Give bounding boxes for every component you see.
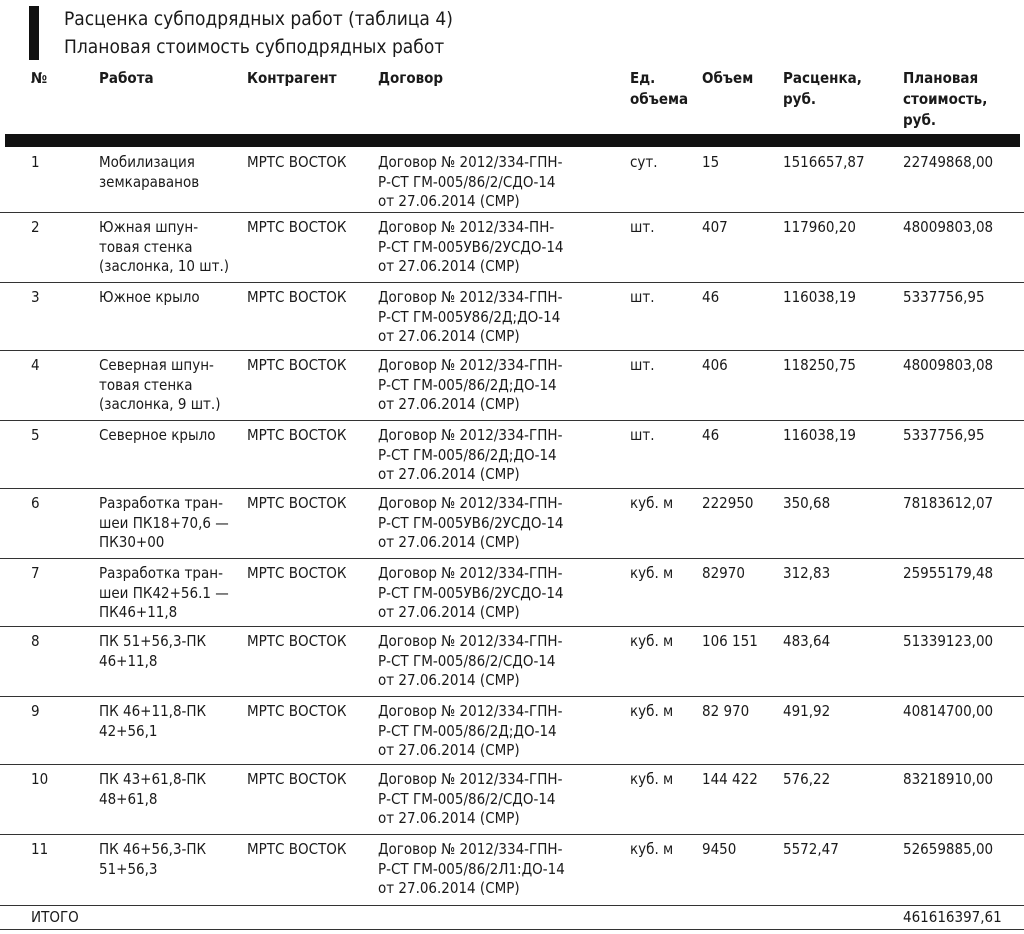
cell-contractor: МРТС ВОСТОК [247,632,347,650]
total-label: ИТОГО [31,908,79,926]
cell-no: 7 [31,564,40,582]
table-row [0,282,1024,351]
cell-rate: 5572,47 [783,840,839,858]
cell-rate: 1516657,87 [783,153,865,171]
cell-cost: 5337756,95 [903,288,985,306]
title-accent-bar [29,6,39,60]
cell-volume: 82 970 [702,702,750,720]
cell-cost: 5337756,95 [903,426,985,444]
cell-contract: Договор № 2012/334-ГПН- Р-СТ ГМ-005/86/2/СДО-14 от 27.06.2014 (СМР) [378,153,563,210]
cell-volume: 406 [702,356,728,374]
cell-cost: 40814700,00 [903,702,994,720]
cell-work: Разработка тран- шеи ПК42+56.1 — ПК46+11,8 [99,564,229,621]
header-volume: Объем [702,69,754,87]
cell-rate: 116038,19 [783,288,856,306]
header-work: Работа [99,69,154,87]
cell-contractor: МРТС ВОСТОК [247,494,347,512]
cell-contract: Договор № 2012/334-ГПН- Р-СТ ГМ-005/86/2Л1:ДО-14 от 27.06.2014 (СМР) [378,840,565,897]
cell-contract: Договор № 2012/334-ГПН- Р-СТ ГМ-005/86/2Д;ДО-14 от 27.06.2014 (СМР) [378,356,563,413]
cell-no: 8 [31,632,40,650]
cell-contractor: МРТС ВОСТОК [247,702,347,720]
table-header [0,62,1024,134]
cell-rate: 483,64 [783,632,831,650]
header-unit: Ед. объема [630,69,689,108]
cell-contractor: МРТС ВОСТОК [247,356,347,374]
cell-work: Северная шпун- товая стенка (заслонка, 9 шт.) [99,356,221,413]
cell-work: Разработка тран- шеи ПК18+70,6 — ПК30+00 [99,494,229,551]
cell-unit: куб. м [630,840,674,858]
cell-no: 5 [31,426,40,444]
cell-no: 9 [31,702,40,720]
cell-cost: 48009803,08 [903,356,994,374]
table-row [0,488,1024,559]
table-row [0,834,1024,906]
cell-no: 2 [31,218,40,236]
cell-volume: 46 [702,426,720,444]
cell-contract: Договор № 2012/334-ГПН- Р-СТ ГМ-005У86/2Д;ДО-14 от 27.06.2014 (СМР) [378,288,563,345]
cell-unit: куб. м [630,564,674,582]
cell-contract: Договор № 2012/334-ГПН- Р-СТ ГМ-005/86/2/СДО-14 от 27.06.2014 (СМР) [378,632,563,689]
cell-unit: шт. [630,288,655,306]
cell-work: Мобилизация земкараванов [99,153,200,191]
cell-cost: 78183612,07 [903,494,994,512]
header-divider [5,134,1020,147]
cell-cost: 25955179,48 [903,564,994,582]
header-cost: Плановая стоимость, руб. [903,69,988,129]
table-row [0,212,1024,283]
cell-unit: куб. м [630,632,674,650]
cell-contract: Договор № 2012/334-ГПН- Р-СТ ГМ-005/86/2/СДО-14 от 27.06.2014 (СМР) [378,770,563,827]
cell-unit: шт. [630,356,655,374]
cell-cost: 22749868,00 [903,153,994,171]
cell-no: 11 [31,840,49,858]
total-value: 461616397,61 [903,908,1002,926]
cell-unit: куб. м [630,770,674,788]
cell-unit: куб. м [630,702,674,720]
header-no: № [31,69,48,87]
cell-no: 3 [31,288,40,306]
cell-unit: куб. м [630,494,674,512]
cell-contract: Договор № 2012/334-ГПН- Р-СТ ГМ-005УВ6/2УСДО-14 от 27.06.2014 (СМР) [378,564,564,621]
cell-cost: 51339123,00 [903,632,994,650]
cell-cost: 52659885,00 [903,840,994,858]
cell-volume: 144 422 [702,770,758,788]
cell-contract: Договор № 2012/334-ГПН- Р-СТ ГМ-005УВ6/2УСДО-14 от 27.06.2014 (СМР) [378,494,564,551]
cell-unit: шт. [630,426,655,444]
cell-no: 10 [31,770,49,788]
header-contractor: Контрагент [247,69,337,87]
cell-no: 4 [31,356,40,374]
cell-rate: 116038,19 [783,426,856,444]
header-rate: Расценка, руб. [783,69,862,108]
cell-contractor: МРТС ВОСТОК [247,426,347,444]
cell-rate: 576,22 [783,770,831,788]
table-row [0,420,1024,489]
cell-volume: 46 [702,288,720,306]
header-contract: Договор [378,69,444,87]
cell-rate: 312,83 [783,564,831,582]
cell-cost: 83218910,00 [903,770,994,788]
cell-contractor: МРТС ВОСТОК [247,770,347,788]
cell-work: ПК 43+61,8-ПК 48+61,8 [99,770,207,808]
cell-unit: шт. [630,218,655,236]
cell-contractor: МРТС ВОСТОК [247,288,347,306]
cell-contractor: МРТС ВОСТОК [247,840,347,858]
cell-rate: 491,92 [783,702,831,720]
cell-contractor: МРТС ВОСТОК [247,153,347,171]
table-row [0,558,1024,627]
cell-volume: 222950 [702,494,754,512]
cell-rate: 118250,75 [783,356,856,374]
table-subtitle: Плановая стоимость субподрядных работ [64,36,445,58]
cell-volume: 407 [702,218,728,236]
cell-work: Южная шпун- товая стенка (заслонка, 10 шт.) [99,218,230,275]
cell-work: ПК 46+11,8-ПК 42+56,1 [99,702,207,740]
cell-no: 1 [31,153,40,171]
cell-rate: 350,68 [783,494,831,512]
cell-cost: 48009803,08 [903,218,994,236]
cell-work: Северное крыло [99,426,216,444]
table-row [0,764,1024,835]
table-row [0,350,1024,421]
table-row [0,626,1024,697]
cell-no: 6 [31,494,40,512]
table-row [0,696,1024,765]
table-title-suffix: (таблица 4) [342,8,453,30]
cell-contractor: МРТС ВОСТОК [247,218,347,236]
cell-contractor: МРТС ВОСТОК [247,564,347,582]
total-row [0,905,1024,930]
table-title [64,7,453,31]
cell-contract: Договор № 2012/334-ГПН- Р-СТ ГМ-005/86/2Д;ДО-14 от 27.06.2014 (СМР) [378,702,563,759]
cell-volume: 15 [702,153,720,171]
table-row [0,147,1024,213]
cell-work: Южное крыло [99,288,200,306]
cell-volume: 106 151 [702,632,758,650]
cell-work: ПК 46+56,3-ПК 51+56,3 [99,840,207,878]
cell-volume: 9450 [702,840,737,858]
cell-work: ПК 51+56,3-ПК 46+11,8 [99,632,207,670]
cell-contract: Договор № 2012/334-ПН- Р-СТ ГМ-005УВ6/2УСДО-14 от 27.06.2014 (СМР) [378,218,564,275]
table-title-main: Расценка субподрядных работ [64,8,343,30]
cell-volume: 82970 [702,564,745,582]
cell-contract: Договор № 2012/334-ГПН- Р-СТ ГМ-005/86/2Д;ДО-14 от 27.06.2014 (СМР) [378,426,563,483]
cell-unit: сут. [630,153,658,171]
cell-rate: 117960,20 [783,218,856,236]
